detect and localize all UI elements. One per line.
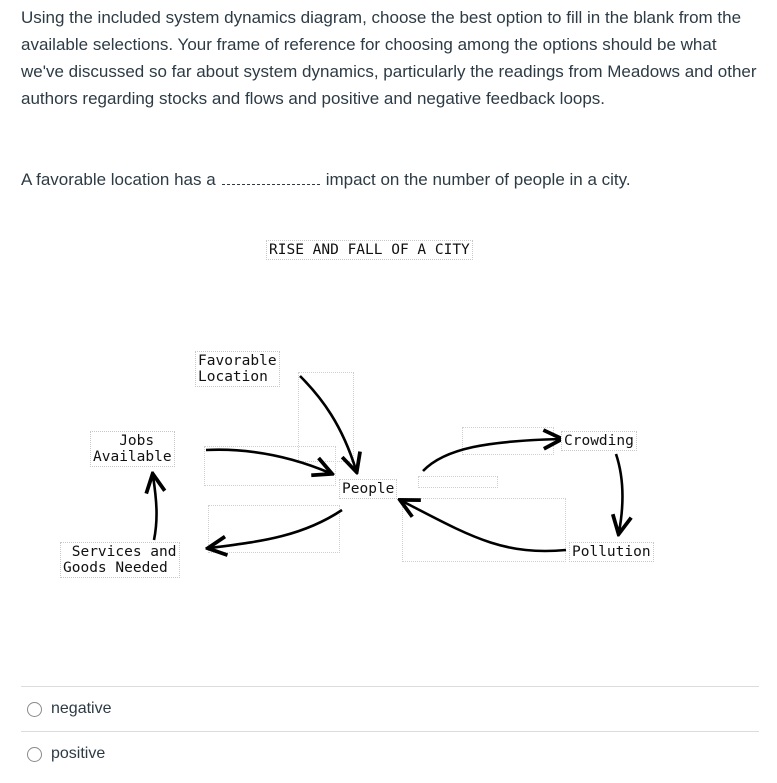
blank-line [222,170,320,185]
answer-options [21,686,759,776]
node-crowding: Crowding [561,431,637,451]
node-services-goods-needed: Services and Goods Needed [60,542,180,578]
question-text-before: A favorable location has a [21,170,216,189]
arrow-pollution-to-people [402,501,566,551]
node-favorable-location: Favorable Location [195,351,280,387]
question-intro: Using the included system dynamics diagram, choose the best option to fill in the blank from the available selections. Your frame of reference for choosing among the options should be what we've discussed so far about system dynamics, particularly the readings from Meadows and other authors regarding stocks and flows and positive and negative feedback loops. [21,8,757,108]
radio-positive[interactable] [27,747,42,762]
arrow-services-to-jobs [153,476,157,540]
arrow-people-to-services [210,510,342,548]
fill-in-blank-question [21,168,631,192]
option-positive-label[interactable]: positive [51,745,106,762]
option-positive[interactable] [21,731,759,776]
node-people: People [339,479,397,499]
node-jobs-available: Jobs Available [90,431,175,467]
arrow-crowding-to-pollution [616,454,622,532]
node-pollution: Pollution [569,542,654,562]
question-text-after: impact on the number of people in a city. [325,170,631,189]
diagram-title: RISE AND FALL OF A CITY [266,240,473,260]
system-dynamics-diagram [0,220,777,620]
arrow-people-to-crowding [423,439,560,471]
option-negative-label[interactable]: negative [51,700,112,717]
option-negative[interactable] [21,686,759,731]
arrow-jobs-to-people [206,450,330,473]
radio-negative[interactable] [27,702,42,717]
arrow-location-to-people [300,376,356,470]
